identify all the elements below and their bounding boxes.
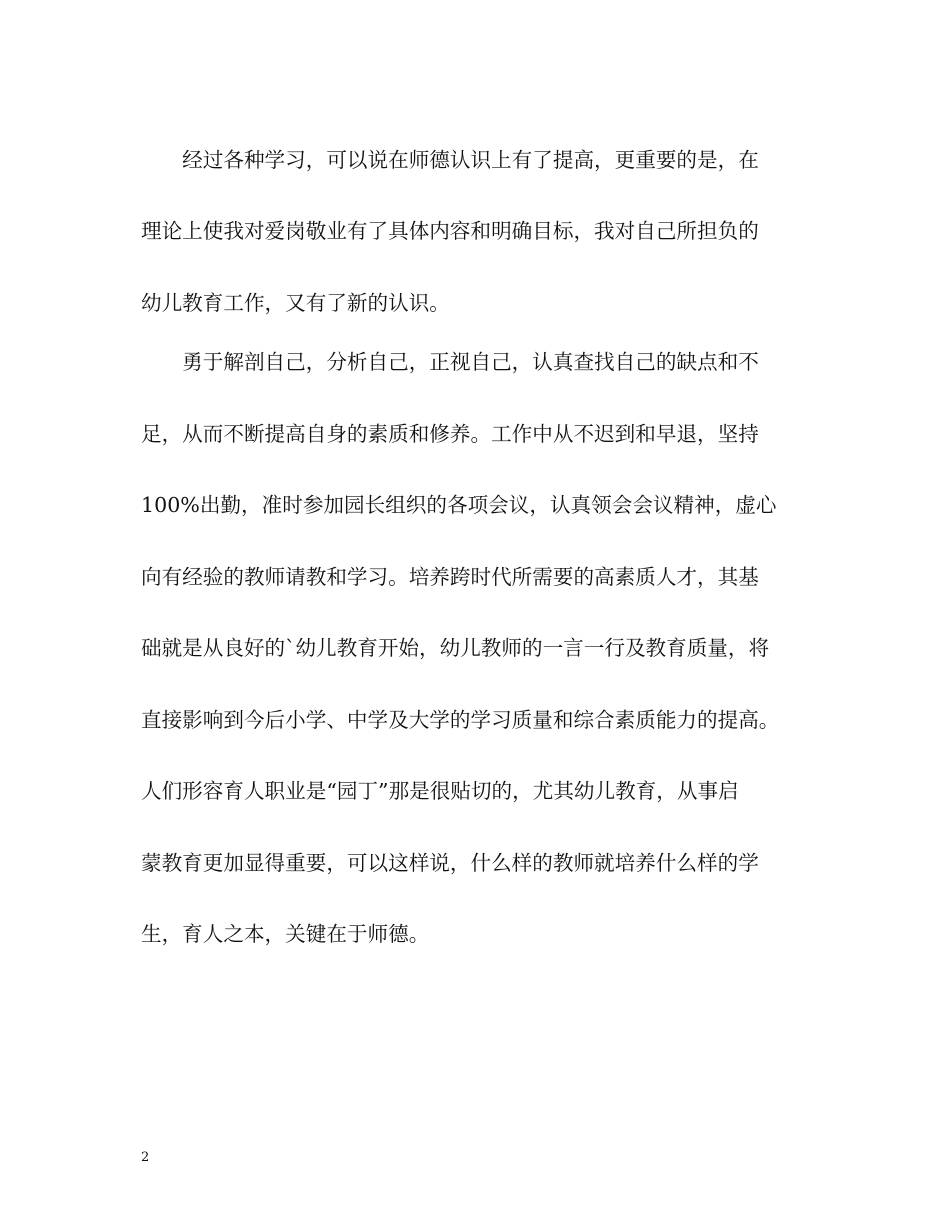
paragraph-2-line-1: 勇于解剖自己，分析自己，正视自己，认真查找自己的缺点和不 <box>141 350 759 374</box>
paragraph-2-line-9: 生，育人之本，关键在于师德。 <box>141 922 430 946</box>
paragraph-1-line-2: 理论上使我对爱岗敬业有了具体内容和明确目标，我对自己所担负的 <box>141 219 759 243</box>
paragraph-1-line-3: 幼儿教育工作，又有了新的认识。 <box>141 291 450 315</box>
paragraph-2-line-5: 础就是从良好的`幼儿教育开始，幼儿教师的一言一行及教育质量，将 <box>141 636 770 660</box>
paragraph-2-line-7: 人们形容育人职业是“园丁”那是很贴切的，尤其幼儿教育，从事启 <box>141 779 739 803</box>
paragraph-2-line-8: 蒙教育更加显得重要，可以这样说，什么样的教师就培养什么样的学 <box>141 851 759 875</box>
paragraph-2-line-3: 100%出勤，准时参加园长组织的各项会议，认真领会会议精神，虚心 <box>141 493 777 517</box>
paragraph-2-line-4: 向有经验的教师请教和学习。培养跨时代所需要的高素质人才，其基 <box>141 565 759 589</box>
paragraph-2-line-2: 足，从而不断提高自身的素质和修养。工作中从不迟到和早退，坚持 <box>141 422 759 446</box>
paragraph-2-line-6: 直接影响到今后小学、中学及大学的学习质量和综合素质能力的提高。 <box>141 708 780 732</box>
paragraph-1-line-1: 经过各种学习，可以说在师德认识上有了提高，更重要的是，在 <box>141 148 759 172</box>
page-number: 2 <box>141 1150 150 1165</box>
